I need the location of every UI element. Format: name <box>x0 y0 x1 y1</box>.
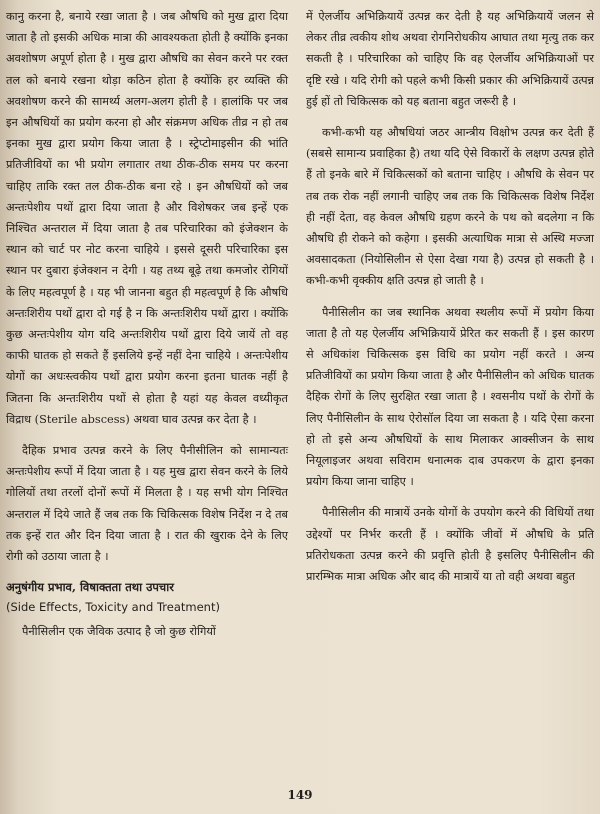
left-paragraph-1: कानु करना है, बनाये रखा जाता है । जब औषधि को मुख द्वारा दिया जाता है तो इसकी अधिक मात्रा की आवश्यकता होती है क्योंकि इनका अवशोषण अपूर्ण होता है । मुख द्वारा औषधि का सेवन करने पर रक्त तल को बनाये रखना थोड़ा कठिन होता है क्योंकि हर व्यक्ति की अवशोषण करने की सामर्थ्य अलग-अलग होती है । हालांकि पर जब इन औषधियों का प्रयोग करना हो और संक्रमण अधिक तीव्र न हो तब इनका मुख द्वारा प्रयोग किया जाता है । स्ट्रेप्टोमाइसीन की भांति प्रतिजीवियों का भी प्रयोग लगातार तथा ठीक-ठीक समय पर करना चाहिए ताकि रक्त तल ठीक-ठीक बना रहे । इन औषधियों को जब अन्तःपेशीय पथों द्वारा दिया जाता है और विशेषकर जब इन्हें एक निश्चित अन्तराल में दिया जाता है तब परिचारिका को इंजेक्शन के स्थान को चार्ट पर नोट करना चाहिये । इससे दूसरी परिचारिका इस स्थान पर दुबारा इंजेक्शन न देगी । यह तथ्य बूढ़े तथा कमजोर रोगियों के लिए महत्वपूर्ण है । यह भी जानना बहुत ही महत्वपूर्ण है कि औषधि अन्तःशिरीय पथों द्वारा दो गई है न कि अन्तःशिरीय पथों द्वारा । क्योंकि कुछ अन्तःपेशीय योग यदि अन्तःशिरीय पथों द्वारा दिये जायें तो वह काफी घातक हो सकते हैं इसलिये इन्हें नहीं देना चाहिये । अन्तःपेशीय योगों का अधःस्त्वकीय पथों द्वारा प्रयोग करना इतना घातक नहीं है जितना कि अन्तःशिरीय पथों से होता है यहां यह केवल वध्यीकृत विद्राध (Sterile abscess) अथवा घाव उत्पन्न कर देता है । <box>6 10 288 426</box>
section-heading-english: (Side Effects, Toxicity and Treatment) <box>6 600 220 615</box>
left-column <box>6 6 288 652</box>
left-paragraph-3: पैनीसिलीन एक जैविक उत्पाद है जो कुछ रोगियों <box>22 625 216 639</box>
right-paragraph-3: पैनीसिलीन का जब स्थानिक अथवा स्थलीय रूपों में प्रयोग किया जाता है तो यह ऐलर्जीय अभिक्रियायें प्रेरित कर सकती हैं । इस कारण से अधिकांश चिकित्सक इस विधि का प्रयोग नहीं करते । अन्य प्रतिजीवियों का प्रयोग किया जाता है और पैनीसिलीन को अधिक घातक दैहिक रोगों के लिए सुरक्षित रखा जाता है । श्वसनीय पथों के रोगों के लिए पैनीसिलीन के साथ ऐरोसॉल दिया जा सकता है । यदि ऐसा करना हो तो इसे अन्य औषधियों के साथ मिलाकर आक्सीजन के साथ नियूलाइजर अथवा सविराम धनात्मक दाब उपकरण के द्वारा इनका प्रयोग किया जाना चाहिए । <box>306 305 594 489</box>
section-heading-hindi: अनुषंगीय प्रभाव, विषाक्तता तथा उपचार <box>6 580 174 595</box>
right-paragraph-1: में ऐलर्जीय अभिक्रियायें उत्पन्न कर देती है यह अभिक्रियायें जलन से लेकर तीव्र त्वकीय शोथ अथवा रोगनिरोधकीय आघात तथा मृत्यु तक कर सकती है । परिचारिका को चाहिए कि वह ऐलर्जीय अभिक्रियाओं पर दृष्टि रखे । यदि रोगी को पहले कभी किसी प्रकार की अभिक्रियायें उत्पन्न हुई हों तो चिकित्सक को यह बताना बहुत जरूरी है । <box>306 10 594 108</box>
right-paragraph-4: पैनीसिलीन की मात्रायें उनके योगों के उपयोग करने की विधियों तथा उद्देश्यों पर निर्भर करती हैं । क्योंकि जीवों में औषधि के प्रति प्रतिरोधकता उत्पन्न करने की प्रवृत्ति होती है इसलिए पैनीसिलीन की प्रारम्भिक मात्रा अधिक और बाद की मात्रायें या तो वही अथवा बहुत <box>306 506 594 584</box>
right-paragraph-2: कभी-कभी यह औषधियां जठर आन्त्रीय विक्षोभ उत्पन्न कर देती हैं (सबसे सामान्य प्रवाहिका है) तथा यदि ऐसे विकारों के लक्षण उत्पन्न होते हैं तो इनके बारे में चिकित्सकों को बताना चाहिए । औषधि के सेवन पर तब तक रोक नहीं लगानी चाहिए जब तक कि चिकित्सक विशेष निर्देश ही नहीं देता, वह केवल औषधि ग्रहण करने के पथ को बदलेगा न कि औषधि ही रोकने को कहेगा । इसकी अत्याधिक मात्रा से अस्थि मज्जा अवसादकता (नियोसिलीन से ऐसा देखा गया है) उत्पन्न हो सकती है । कभी-कभी वृक्कीय क्षति उत्पन्न हो जाती है । <box>306 126 594 288</box>
right-column <box>306 6 594 597</box>
page-number: 149 <box>287 788 313 802</box>
left-paragraph-2: दैहिक प्रभाव उत्पन्न करने के लिए पैनीसीलिन को सामान्यतः अन्तःपेशीय रूपों में दिया जाता है । यह मुख द्वारा सेवन करने के लिये गोलियों तथा तरलों दोनों रूपों में मिलता है । यह सभी योग निश्चित अन्तराल में दिये जाते हैं जब तक कि चिकित्सक विशेष निर्देश न दे तब तक इन्हें रात और दिन दिया जाता है । रात की खुराक देने के लिए रोगी को उठाया जाता है । <box>6 444 288 564</box>
